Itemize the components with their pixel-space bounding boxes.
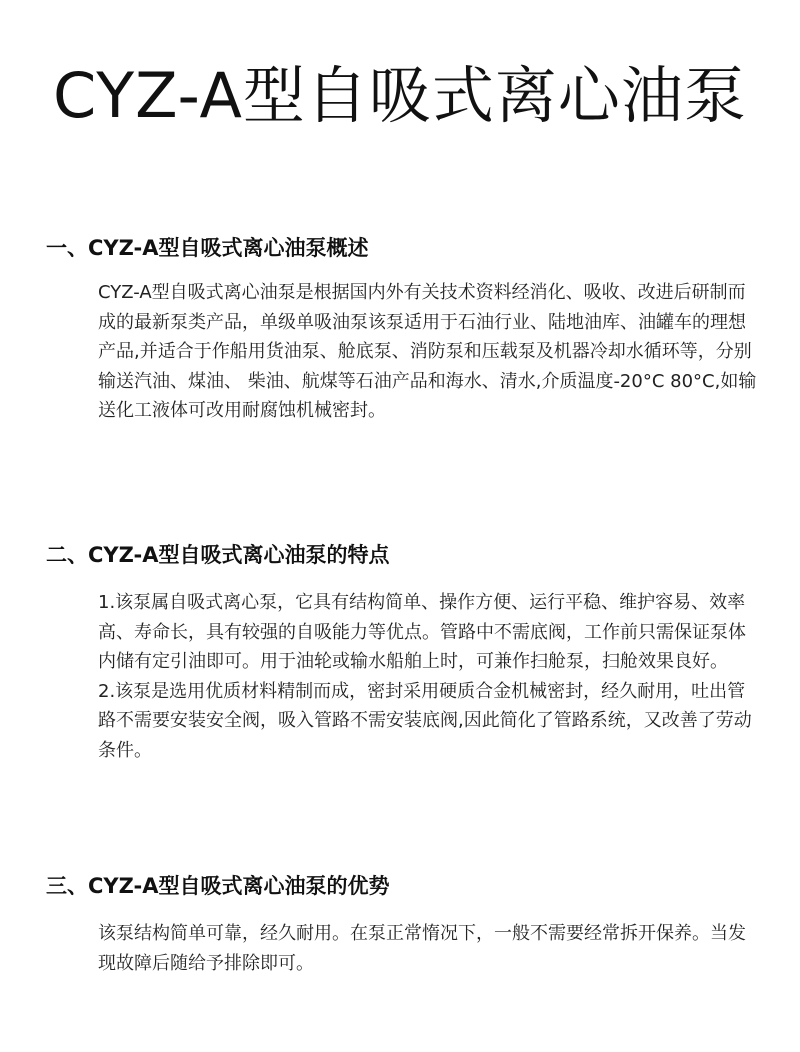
section-body (46, 588, 760, 765)
section-heading: 三、CYZ-A型自吸式离心油泵的优势 (46, 874, 390, 898)
section-advantages (46, 871, 760, 978)
paragraph: 1.该泵属自吸式离心泵，它具有结构简单、操作方便、运行平稳、维护容易、效率高、寿命长，具有较强的自吸能力等优点。管路中不需底阀，工作前只需保证泵体内储有定引油即可。用于油轮或输水船舶上时，可兼作扫舱泵，扫舱效果良好。 (98, 592, 746, 672)
paragraph: 2.该泵是选用优质材料精制而成，密封采用硬质合金机械密封，经久耐用，吐出管路不需要安装安全阀，吸入管路不需安装底阀,因此简化了管路系统，又改善了劳动条件。 (98, 680, 752, 761)
section-features (46, 540, 760, 765)
section-body (46, 919, 760, 978)
section-heading: 一、CYZ-A型自吸式离心油泵概述 (46, 236, 369, 260)
paragraph: 该泵结构简单可靠，经久耐用。在泵正常惰况下，一般不需要经常拆开保养。当发现故障后随给予排除即可。 (98, 923, 746, 974)
section-heading: 二、CYZ-A型自吸式离心油泵的特点 (46, 543, 390, 567)
section-body (46, 278, 760, 426)
page-title: CYZ-A型自吸式离心油泵 (53, 59, 747, 132)
paragraph: CYZ-A型自吸式离心油泵是根据国内外有关技术资料经消化、吸收、改进后研制而成的最新泵类产品，单级单吸油泵该泵适用于石油行业、陆地油库、油罐车的理想产品,并适合于作船用货油泵、舱底泵、消防泵和压载泵及机器冷却水循环等，分别输送汽油、煤油、 柴油、航煤等石油产品和海水、清水,介质温度-20°C 80°C,如输送化工液体可改用耐腐蚀机械密封。 (98, 282, 757, 421)
section-overview (46, 233, 760, 426)
